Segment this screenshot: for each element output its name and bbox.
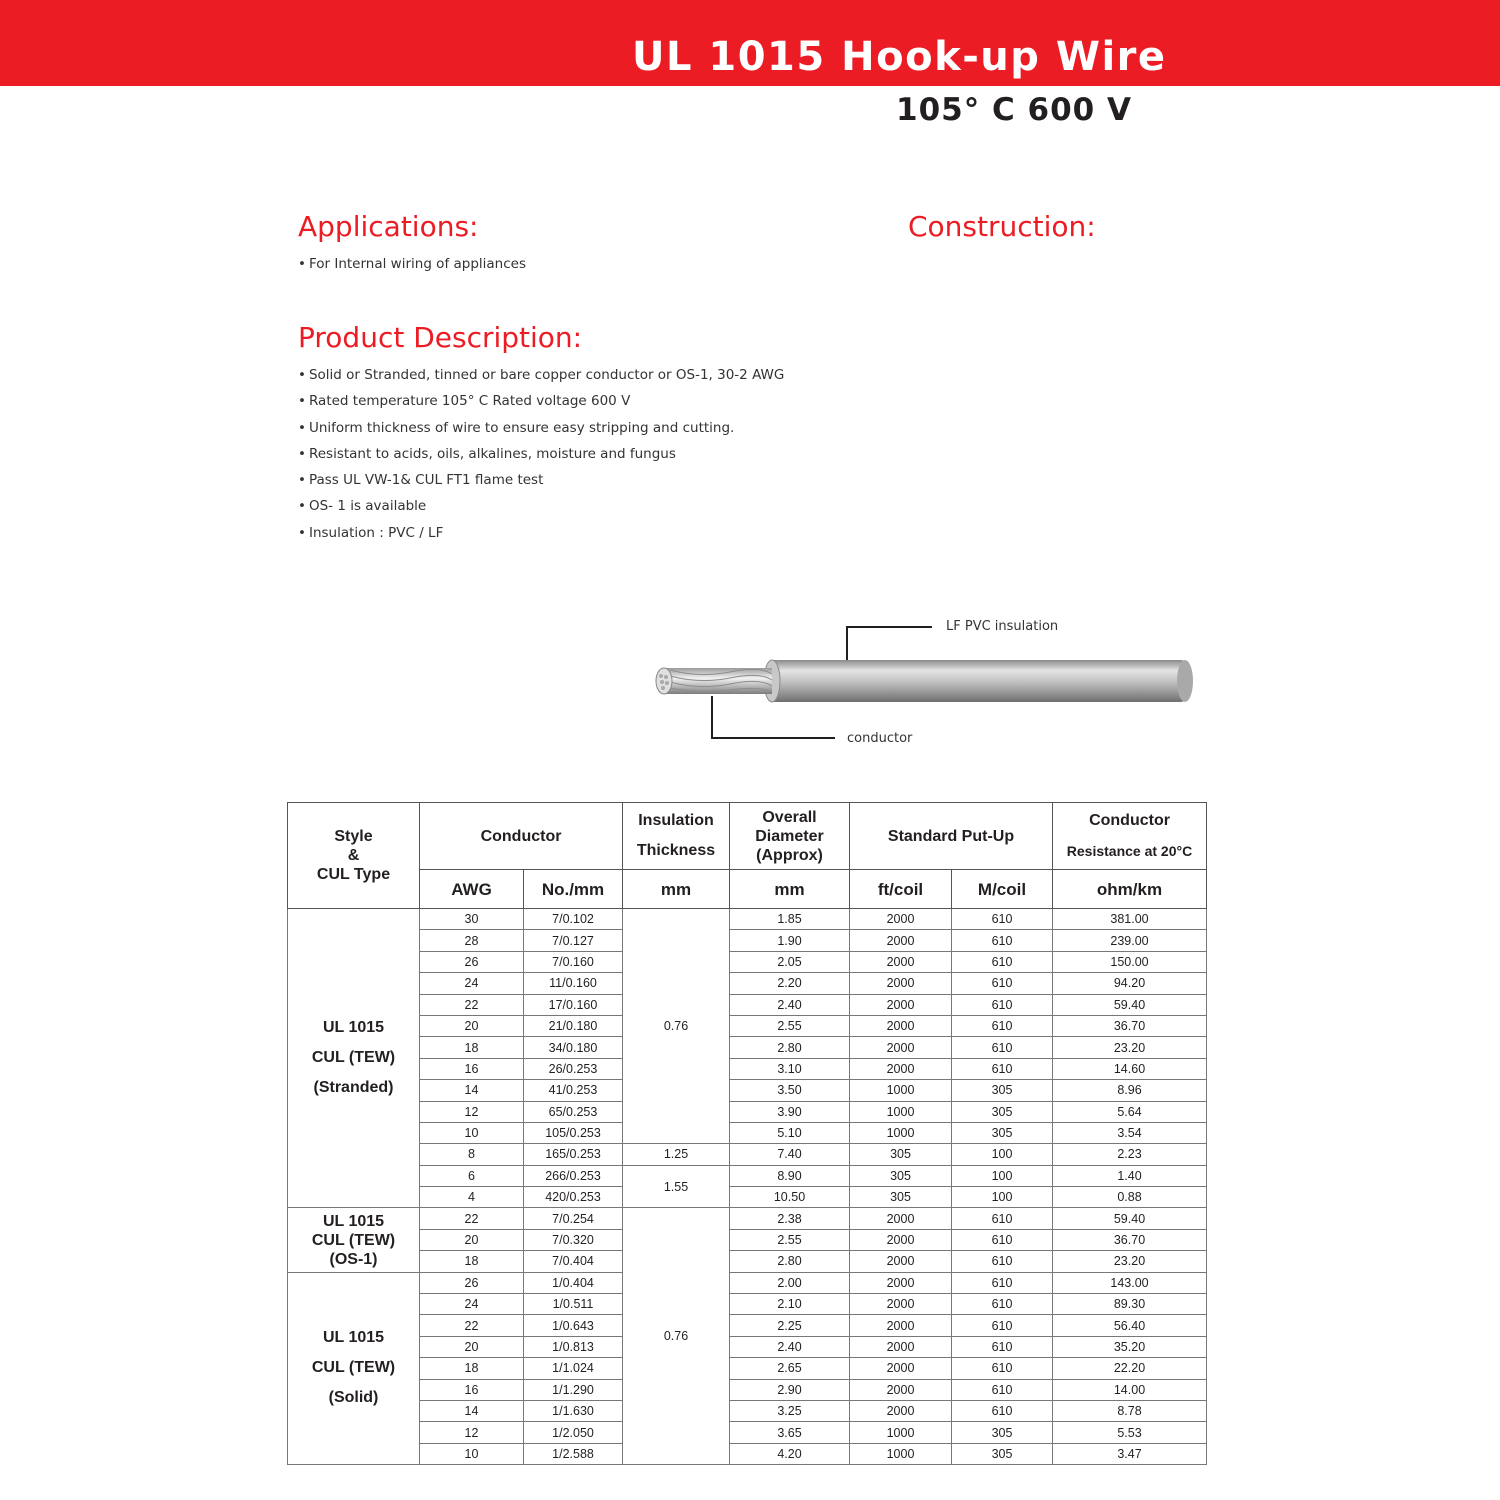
cell-nomm: 1/1.024 bbox=[524, 1358, 623, 1379]
table-row bbox=[288, 1015, 1207, 1036]
table-body bbox=[288, 909, 1207, 1465]
cell-ft: 2000 bbox=[850, 1058, 952, 1079]
cell-od: 3.10 bbox=[730, 1058, 850, 1079]
cell-awg: 20 bbox=[420, 1229, 524, 1250]
page-title: UL 1015 Hook-up Wire bbox=[632, 34, 1167, 80]
cell-ft: 305 bbox=[850, 1187, 952, 1208]
conductor-leader-line bbox=[712, 696, 835, 738]
cell-od: 3.25 bbox=[730, 1400, 850, 1421]
cell-nomm: 105/0.253 bbox=[524, 1122, 623, 1143]
cell-ohm: 22.20 bbox=[1053, 1358, 1207, 1379]
cell-ft: 2000 bbox=[850, 1229, 952, 1250]
applications-item: • For Internal wiring of appliances bbox=[298, 254, 526, 280]
insulation-unit-header: mm bbox=[623, 870, 730, 909]
insulation-header: Insulation Thickness bbox=[623, 803, 730, 870]
cell-awg: 30 bbox=[420, 909, 524, 930]
cell-nomm: 7/0.102 bbox=[524, 909, 623, 930]
cell-m: 100 bbox=[952, 1165, 1053, 1186]
cell-od: 3.50 bbox=[730, 1080, 850, 1101]
cell-m: 305 bbox=[952, 1080, 1053, 1101]
table-row bbox=[288, 1336, 1207, 1357]
insulation-value: 1.55 bbox=[623, 1165, 730, 1208]
table-row bbox=[288, 1443, 1207, 1464]
cell-nomm: 1/0.643 bbox=[524, 1315, 623, 1336]
table-row bbox=[288, 951, 1207, 972]
cell-m: 610 bbox=[952, 1358, 1053, 1379]
cell-awg: 20 bbox=[420, 1015, 524, 1036]
cell-nomm: 17/0.160 bbox=[524, 994, 623, 1015]
cell-od: 4.20 bbox=[730, 1443, 850, 1464]
cell-nomm: 7/0.254 bbox=[524, 1208, 623, 1229]
cell-nomm: 165/0.253 bbox=[524, 1144, 623, 1165]
cell-ohm: 239.00 bbox=[1053, 930, 1207, 951]
title-banner bbox=[0, 0, 1500, 86]
cell-od: 10.50 bbox=[730, 1187, 850, 1208]
cell-nomm: 266/0.253 bbox=[524, 1165, 623, 1186]
table-row bbox=[288, 1422, 1207, 1443]
style-header: Style & CUL Type bbox=[288, 803, 420, 909]
cell-awg: 26 bbox=[420, 951, 524, 972]
group-solid: UL 1015 CUL (TEW) (Solid) bbox=[288, 1272, 420, 1465]
cell-ohm: 14.60 bbox=[1053, 1058, 1207, 1079]
description-item: • Pass UL VW-1& CUL FT1 flame test bbox=[298, 470, 784, 496]
cell-m: 610 bbox=[952, 951, 1053, 972]
m-coil-header: M/coil bbox=[952, 870, 1053, 909]
cell-m: 610 bbox=[952, 1272, 1053, 1293]
cell-od: 2.38 bbox=[730, 1208, 850, 1229]
ohm-km-header: ohm/km bbox=[1053, 870, 1207, 909]
insulation-value: 0.76 bbox=[623, 1208, 730, 1465]
wire-construction-diagram bbox=[640, 600, 1220, 760]
cell-ohm: 23.20 bbox=[1053, 1037, 1207, 1058]
table-row bbox=[288, 1037, 1207, 1058]
cell-ft: 1000 bbox=[850, 1101, 952, 1122]
standard-putup-header: Standard Put-Up bbox=[850, 803, 1053, 870]
cell-awg: 14 bbox=[420, 1080, 524, 1101]
group-stranded: UL 1015 CUL (TEW) (Stranded) bbox=[288, 909, 420, 1208]
table-row bbox=[288, 1294, 1207, 1315]
cell-m: 610 bbox=[952, 994, 1053, 1015]
cell-awg: 6 bbox=[420, 1165, 524, 1186]
cell-ohm: 381.00 bbox=[1053, 909, 1207, 930]
conductor-header: Conductor bbox=[420, 803, 623, 870]
cell-m: 100 bbox=[952, 1187, 1053, 1208]
cell-od: 2.40 bbox=[730, 994, 850, 1015]
cell-ft: 2000 bbox=[850, 1294, 952, 1315]
rating-subtitle: 105° C 600 V bbox=[896, 92, 1133, 128]
cell-od: 3.65 bbox=[730, 1422, 850, 1443]
cell-ft: 2000 bbox=[850, 994, 952, 1015]
cell-awg: 22 bbox=[420, 994, 524, 1015]
cell-ft: 2000 bbox=[850, 909, 952, 930]
cell-ohm: 23.20 bbox=[1053, 1251, 1207, 1272]
cell-ft: 305 bbox=[850, 1144, 952, 1165]
cell-awg: 10 bbox=[420, 1443, 524, 1464]
cell-od: 2.65 bbox=[730, 1358, 850, 1379]
cell-awg: 16 bbox=[420, 1058, 524, 1079]
cell-ohm: 5.64 bbox=[1053, 1101, 1207, 1122]
cell-od: 2.40 bbox=[730, 1336, 850, 1357]
table-row bbox=[288, 1101, 1207, 1122]
construction-heading: Construction: bbox=[908, 210, 1096, 243]
table-row bbox=[288, 1058, 1207, 1079]
cell-awg: 14 bbox=[420, 1400, 524, 1421]
cell-awg: 26 bbox=[420, 1272, 524, 1293]
cell-awg: 24 bbox=[420, 973, 524, 994]
cell-ft: 2000 bbox=[850, 1251, 952, 1272]
cell-m: 610 bbox=[952, 1379, 1053, 1400]
cell-ft: 2000 bbox=[850, 1208, 952, 1229]
cell-nomm: 21/0.180 bbox=[524, 1015, 623, 1036]
applications-list bbox=[298, 254, 526, 280]
cell-ft: 2000 bbox=[850, 1015, 952, 1036]
table-row bbox=[288, 1358, 1207, 1379]
cell-ohm: 36.70 bbox=[1053, 1015, 1207, 1036]
cell-ohm: 56.40 bbox=[1053, 1315, 1207, 1336]
conductor-strands bbox=[656, 668, 772, 694]
cell-nomm: 11/0.160 bbox=[524, 973, 623, 994]
ft-coil-header: ft/coil bbox=[850, 870, 952, 909]
cell-ft: 2000 bbox=[850, 1315, 952, 1336]
cell-ft: 1000 bbox=[850, 1422, 952, 1443]
cell-ft: 1000 bbox=[850, 1080, 952, 1101]
cell-od: 7.40 bbox=[730, 1144, 850, 1165]
insulation-leader-line bbox=[847, 627, 932, 660]
cell-ft: 2000 bbox=[850, 1336, 952, 1357]
cell-awg: 18 bbox=[420, 1358, 524, 1379]
cell-ft: 2000 bbox=[850, 1379, 952, 1400]
cell-od: 2.55 bbox=[730, 1015, 850, 1036]
cell-od: 8.90 bbox=[730, 1165, 850, 1186]
table-row bbox=[288, 1379, 1207, 1400]
table-row bbox=[288, 1144, 1207, 1165]
product-description-list bbox=[298, 365, 784, 549]
cell-ohm: 3.54 bbox=[1053, 1122, 1207, 1143]
cell-m: 610 bbox=[952, 909, 1053, 930]
cell-awg: 8 bbox=[420, 1144, 524, 1165]
cell-ft: 2000 bbox=[850, 1400, 952, 1421]
cell-nomm: 7/0.320 bbox=[524, 1229, 623, 1250]
table-row bbox=[288, 973, 1207, 994]
cell-ohm: 0.88 bbox=[1053, 1187, 1207, 1208]
cell-m: 610 bbox=[952, 1294, 1053, 1315]
cell-ohm: 59.40 bbox=[1053, 994, 1207, 1015]
cell-ft: 2000 bbox=[850, 951, 952, 972]
cell-ft: 1000 bbox=[850, 1443, 952, 1464]
table-row bbox=[288, 994, 1207, 1015]
table-row bbox=[288, 1165, 1207, 1186]
cell-m: 305 bbox=[952, 1122, 1053, 1143]
applications-heading: Applications: bbox=[298, 210, 479, 243]
table-row bbox=[288, 909, 1207, 930]
cell-ohm: 36.70 bbox=[1053, 1229, 1207, 1250]
cell-nomm: 7/0.160 bbox=[524, 951, 623, 972]
cell-ohm: 2.23 bbox=[1053, 1144, 1207, 1165]
cell-nomm: 1/2.050 bbox=[524, 1422, 623, 1443]
cell-m: 610 bbox=[952, 1251, 1053, 1272]
cell-m: 100 bbox=[952, 1144, 1053, 1165]
cell-nomm: 1/0.813 bbox=[524, 1336, 623, 1357]
cell-m: 610 bbox=[952, 973, 1053, 994]
cell-awg: 20 bbox=[420, 1336, 524, 1357]
cell-m: 610 bbox=[952, 1015, 1053, 1036]
cell-od: 5.10 bbox=[730, 1122, 850, 1143]
cell-m: 610 bbox=[952, 1400, 1053, 1421]
table-row bbox=[288, 930, 1207, 951]
table-row bbox=[288, 1400, 1207, 1421]
cell-nomm: 7/0.404 bbox=[524, 1251, 623, 1272]
cell-od: 2.05 bbox=[730, 951, 850, 972]
cell-od: 1.85 bbox=[730, 909, 850, 930]
cell-ohm: 8.78 bbox=[1053, 1400, 1207, 1421]
cell-ohm: 14.00 bbox=[1053, 1379, 1207, 1400]
insulation-value: 0.76 bbox=[623, 909, 730, 1144]
cell-nomm: 1/1.290 bbox=[524, 1379, 623, 1400]
awg-header: AWG bbox=[420, 870, 524, 909]
diameter-unit-header: mm bbox=[730, 870, 850, 909]
table-row bbox=[288, 1315, 1207, 1336]
cell-ohm: 89.30 bbox=[1053, 1294, 1207, 1315]
insulation-jacket bbox=[764, 660, 1193, 702]
cell-ft: 2000 bbox=[850, 1037, 952, 1058]
cell-awg: 18 bbox=[420, 1251, 524, 1272]
insulation-label: LF PVC insulation bbox=[946, 619, 1059, 634]
table-row bbox=[288, 1251, 1207, 1272]
cell-awg: 10 bbox=[420, 1122, 524, 1143]
cell-m: 305 bbox=[952, 1101, 1053, 1122]
cell-m: 305 bbox=[952, 1422, 1053, 1443]
cell-nomm: 41/0.253 bbox=[524, 1080, 623, 1101]
table-row bbox=[288, 1272, 1207, 1293]
cell-m: 610 bbox=[952, 1208, 1053, 1229]
cell-od: 2.90 bbox=[730, 1379, 850, 1400]
cell-nomm: 1/1.630 bbox=[524, 1400, 623, 1421]
cell-ohm: 94.20 bbox=[1053, 973, 1207, 994]
cell-awg: 16 bbox=[420, 1379, 524, 1400]
cell-awg: 12 bbox=[420, 1422, 524, 1443]
cell-nomm: 420/0.253 bbox=[524, 1187, 623, 1208]
conductor-label: conductor bbox=[847, 731, 913, 746]
resistance-header: Conductor Resistance at 20°C bbox=[1053, 803, 1207, 870]
cell-nomm: 1/0.404 bbox=[524, 1272, 623, 1293]
cell-nomm: 1/2.588 bbox=[524, 1443, 623, 1464]
cell-ft: 2000 bbox=[850, 973, 952, 994]
cell-awg: 12 bbox=[420, 1101, 524, 1122]
cell-od: 2.20 bbox=[730, 973, 850, 994]
cell-ohm: 3.47 bbox=[1053, 1443, 1207, 1464]
cell-m: 610 bbox=[952, 1037, 1053, 1058]
table-row bbox=[288, 1187, 1207, 1208]
cell-m: 305 bbox=[952, 1443, 1053, 1464]
cell-m: 610 bbox=[952, 1229, 1053, 1250]
cell-od: 2.80 bbox=[730, 1251, 850, 1272]
cell-ohm: 59.40 bbox=[1053, 1208, 1207, 1229]
description-item: • Solid or Stranded, tinned or bare copper conductor or OS-1, 30-2 AWG bbox=[298, 365, 784, 391]
table-row bbox=[288, 1122, 1207, 1143]
cell-awg: 22 bbox=[420, 1315, 524, 1336]
insulation-value: 1.25 bbox=[623, 1144, 730, 1165]
cell-ft: 305 bbox=[850, 1165, 952, 1186]
description-item: • OS- 1 is available bbox=[298, 496, 784, 522]
cell-od: 2.80 bbox=[730, 1037, 850, 1058]
cell-awg: 28 bbox=[420, 930, 524, 951]
description-item: • Uniform thickness of wire to ensure easy stripping and cutting. bbox=[298, 418, 784, 444]
nomm-header: No./mm bbox=[524, 870, 623, 909]
cell-od: 2.55 bbox=[730, 1229, 850, 1250]
cell-awg: 4 bbox=[420, 1187, 524, 1208]
description-item: • Resistant to acids, oils, alkalines, moisture and fungus bbox=[298, 444, 784, 470]
cell-ohm: 150.00 bbox=[1053, 951, 1207, 972]
cell-ohm: 1.40 bbox=[1053, 1165, 1207, 1186]
description-item: • Insulation : PVC / LF bbox=[298, 523, 784, 549]
cell-m: 610 bbox=[952, 1058, 1053, 1079]
cell-ft: 2000 bbox=[850, 1358, 952, 1379]
cell-ohm: 5.53 bbox=[1053, 1422, 1207, 1443]
cell-od: 2.10 bbox=[730, 1294, 850, 1315]
cell-nomm: 34/0.180 bbox=[524, 1037, 623, 1058]
cell-od: 2.25 bbox=[730, 1315, 850, 1336]
cell-ft: 2000 bbox=[850, 1272, 952, 1293]
cell-m: 610 bbox=[952, 1336, 1053, 1357]
product-description-heading: Product Description: bbox=[298, 321, 583, 354]
cell-nomm: 1/0.511 bbox=[524, 1294, 623, 1315]
group-os1: UL 1015 CUL (TEW) (OS-1) bbox=[288, 1208, 420, 1272]
cell-ft: 1000 bbox=[850, 1122, 952, 1143]
cell-od: 1.90 bbox=[730, 930, 850, 951]
cell-awg: 18 bbox=[420, 1037, 524, 1058]
cell-nomm: 26/0.253 bbox=[524, 1058, 623, 1079]
cell-ohm: 8.96 bbox=[1053, 1080, 1207, 1101]
cell-awg: 22 bbox=[420, 1208, 524, 1229]
table-row bbox=[288, 1208, 1207, 1229]
cell-ohm: 35.20 bbox=[1053, 1336, 1207, 1357]
table-row bbox=[288, 1080, 1207, 1101]
cell-od: 2.00 bbox=[730, 1272, 850, 1293]
description-item: • Rated temperature 105° C Rated voltage 600 V bbox=[298, 391, 784, 417]
cell-nomm: 65/0.253 bbox=[524, 1101, 623, 1122]
cell-ft: 2000 bbox=[850, 930, 952, 951]
specification-table bbox=[287, 802, 1207, 1465]
cell-m: 610 bbox=[952, 1315, 1053, 1336]
table-row bbox=[288, 1229, 1207, 1250]
cell-od: 3.90 bbox=[730, 1101, 850, 1122]
overall-diameter-header: Overall Diameter (Approx) bbox=[730, 803, 850, 870]
cell-nomm: 7/0.127 bbox=[524, 930, 623, 951]
cell-ohm: 143.00 bbox=[1053, 1272, 1207, 1293]
cell-awg: 24 bbox=[420, 1294, 524, 1315]
cell-m: 610 bbox=[952, 930, 1053, 951]
